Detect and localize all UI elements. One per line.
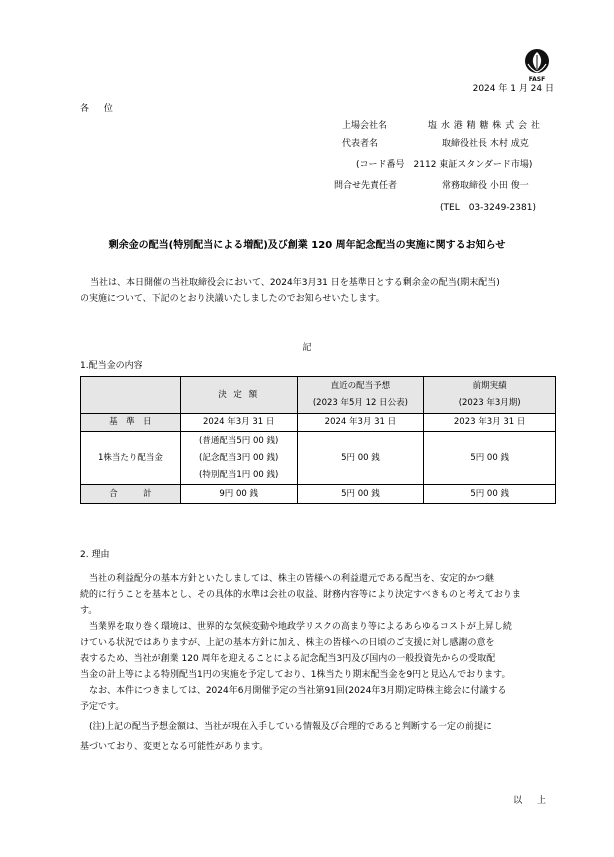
reason-line: けている状況ではありますが、上記の基本方針に加え、株主の皆様への日頃のご支援に対し感謝の意を	[80, 638, 495, 648]
table-header-blank	[81, 377, 181, 414]
cell-total-forecast: 5円 00 銭	[297, 485, 424, 504]
cell-total-prev: 5円 00 銭	[424, 485, 556, 504]
decided-ordinary: (普通配当5円 00 銭)	[199, 435, 279, 446]
logo-text: FASF	[528, 76, 546, 83]
section-1-heading: 1.配当金の内容	[80, 361, 143, 371]
issuer-value: (TEL 03-3249-2381)	[440, 203, 536, 213]
header-prev-sub: (2023 年3月期)	[458, 398, 521, 408]
cell-per-share-forecast: 5円 00 銭	[297, 432, 424, 485]
reason-line: なお、本件につきましては、2024年6月開催予定の当社第91回(2024年3月期)定時株主総会に付議する	[80, 686, 507, 696]
table-row	[81, 485, 556, 504]
cell-per-share-decided	[180, 432, 297, 485]
issuer-value: (コード番号 2112 東証スタンダード市場)	[356, 160, 533, 170]
issuer-code-row	[356, 160, 532, 171]
table-row	[81, 414, 556, 432]
intro-line: 当社は、本日開催の当社取締役会において、2024年3月31 日を基準日とする剰余金の配当(期末配当)	[90, 278, 500, 288]
reason-line: す。	[80, 606, 98, 616]
header-decided: 決 定 額	[180, 377, 297, 414]
reason-paragraph	[80, 571, 556, 755]
reason-line: 当社の利益配分の基本方針といたしましては、株主の皆様への利益還元である配当を、安定的かつ継	[80, 574, 495, 584]
ki-heading: 記	[302, 343, 312, 353]
reason-line: 表するため、当社が創業 120 周年を迎えることによる記念配当3円及び国内の一般投資先からの受取配	[80, 654, 496, 664]
issuer-company-row	[342, 121, 540, 132]
section-2-heading: 2. 理由	[80, 550, 110, 560]
issuer-tel-row	[440, 203, 536, 214]
decided-commemorative: (記念配当3円 00 銭)	[199, 452, 279, 463]
reason-line: 当業界を取り巻く環境は、世界的な気候変動や地政学リスクの高まり等によるあらゆるコストが上昇し続	[80, 622, 512, 632]
intro-paragraph	[80, 275, 556, 307]
reason-line: (注)上記の配当予想金額は、当社が現在入手している情報及び合理的であると判断する一定の前提に	[80, 722, 493, 732]
reason-line: 当金の計上等による特別配当1円の実施を予定しており、1株当たり期末配当金を9円と見込んでおります。	[80, 670, 511, 680]
issuer-contact-row	[334, 181, 529, 192]
issuer-value: 塩 水 港 精 糖 株 式 会 社	[428, 121, 541, 131]
issuer-label: 上場会社名	[342, 121, 388, 131]
row-label-base-date: 基 準 日	[81, 414, 181, 432]
row-label-per-share: 1株当たり配当金	[81, 432, 181, 485]
cell-base-decided: 2024 年3月 31 日	[180, 414, 297, 432]
addressee: 各 位	[80, 104, 119, 114]
header-prev-title: 前期実績	[472, 381, 507, 391]
fasf-leaf-logo	[520, 48, 554, 84]
table-row	[81, 432, 556, 485]
reason-line: 基づいており、変更となる可能性があります。	[80, 742, 269, 752]
issuer-representative-row	[342, 139, 529, 150]
intro-line: の実施について、下記のとおり決議いたしましたのでお知らせいたします。	[80, 294, 385, 304]
dividend-table	[80, 376, 556, 504]
reason-line: 続的に行うことを基本とし、その具体的水準は会社の収益、財務内容等により決定すべきものと考えておりま	[80, 590, 521, 600]
reason-line: 予定です。	[80, 702, 125, 712]
cell-base-prev: 2023 年3月 31 日	[424, 414, 556, 432]
row-label-total: 合 計	[81, 485, 181, 504]
header-prev	[424, 377, 556, 414]
decided-special: (特別配当1円 00 銭)	[199, 469, 279, 480]
issuer-value: 取締役社長 木村 成克	[442, 139, 529, 149]
table-header-row	[81, 377, 556, 414]
issuer-value: 常務取締役 小田 俊一	[442, 181, 529, 191]
issuer-label: 問合せ先責任者	[334, 181, 398, 191]
issuer-label: 代表者名	[342, 139, 379, 149]
cell-per-share-prev: 5円 00 銭	[424, 432, 556, 485]
header-forecast-title: 直近の配当予想	[330, 381, 391, 391]
cell-base-forecast: 2024 年3月 31 日	[297, 414, 424, 432]
closing-mark: 以 上	[513, 796, 552, 806]
document-date: 2024 年 1 月 24 日	[472, 84, 554, 94]
header-forecast	[297, 377, 424, 414]
cell-total-decided: 9円 00 銭	[180, 485, 297, 504]
notice-title: 剰余金の配当(特別配当による増配)及び創業 120 周年記念配当の実施に関するお知らせ	[108, 240, 506, 251]
header-forecast-sub: (2023 年5月 12 日公表)	[312, 398, 408, 408]
